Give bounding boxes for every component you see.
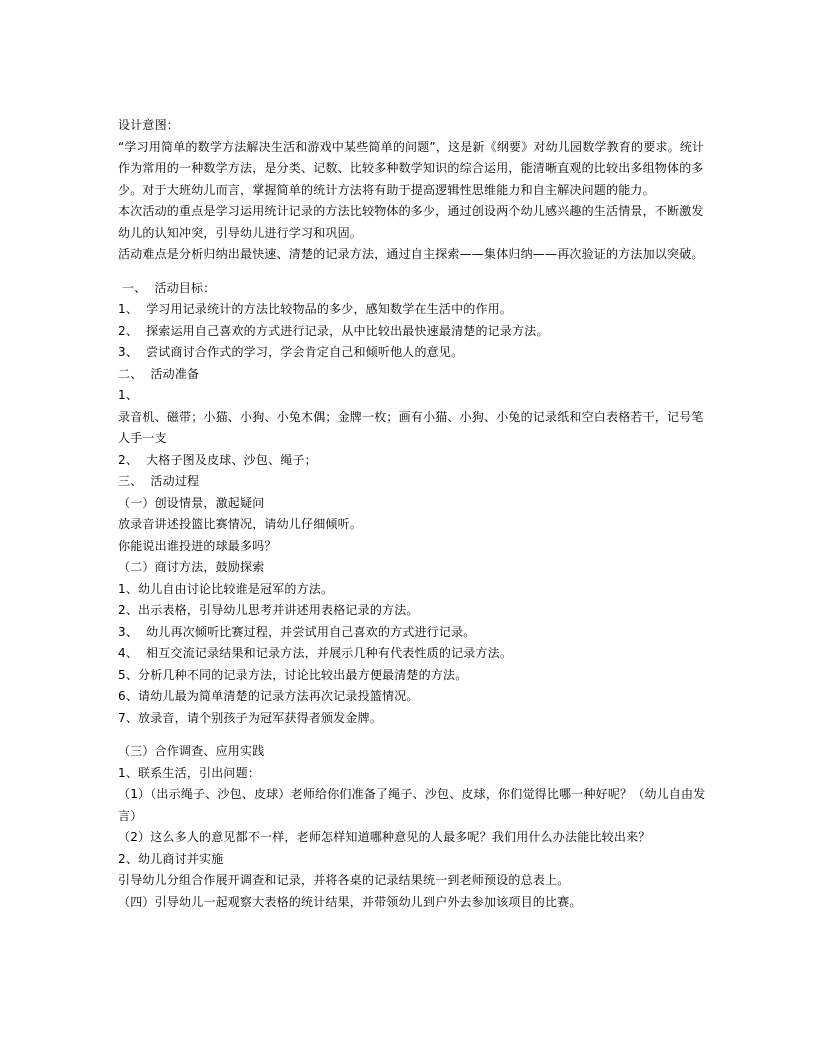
section-2-line: 7、放录音，请个别孩子为冠军获得者颁发金牌。 [118, 710, 383, 725]
section-2-line: 4、 相互交流记录结果和记录方法，并展示几种有代表性质的记录方法。 [118, 646, 513, 660]
design-intent-heading: 设计意图： [118, 118, 180, 132]
section-3-line: （2）这么多人的意见都不一样，老师怎样知道哪种意见的人最多呢？我们用什么办法能比较出来？ [118, 830, 651, 844]
section-2-line: 1、幼儿自由讨论比较谁是冠军的方法。 [118, 581, 334, 596]
section-2-heading: （二）商讨方法，鼓励探索 [118, 560, 265, 574]
section-2-line: 6、请幼儿最为简单清楚的记录方法再次记录投篮情况。 [118, 689, 419, 703]
goal-item: 1、 学习用记录统计的方法比较物品的多少，感知数学在生活中的作用。 [118, 302, 513, 316]
design-intent-paragraph-1: “学习用简单的数学方法解决生活和游戏中某些简单的问题”，这是新《纲要》对幼儿园数学教育的要求。统计作为常用的一种数学方法，是分类、记数、比较多种数学知识的综合运用，能清晰直观的比较出多组物体的多少。对于大班幼儿而言，掌握简单的统计方法将有助于提高逻辑性思维能力和自主解决问题的能力。 [118, 139, 705, 197]
section-3-heading: （三）合作调查、应用实践 [118, 744, 265, 758]
goal-item: 2、 探索运用自己喜欢的方式进行记录，从中比较出最快速最清楚的记录方法。 [118, 323, 549, 338]
goal-item: 3、 尝试商讨合作式的学习，学会肯定自己和倾听他人的意见。 [118, 345, 464, 359]
section-2-line: 2、出示表格，引导幼儿思考并讲述用表格记录的方法。 [118, 603, 419, 617]
section-3-line: （1）（出示绳子、沙包、皮球）老师给你们准备了绳子、沙包、皮球，你们觉得比哪一种好呢？（幼儿自由发言） [118, 787, 706, 823]
section-2-line: 3、 幼儿再次倾听比赛过程，并尝试用自己喜欢的方式进行记录。 [118, 624, 476, 639]
section-3-line: 1、联系生活，引出问题： [118, 765, 261, 780]
section-2-line: 5、分析几种不同的记录方法，讨论比较出最方便最清楚的方法。 [118, 667, 468, 682]
section-1-line: 放录音讲述投篮比赛情况，请幼儿仔细倾听。 [118, 517, 363, 531]
goals-heading: 一、 活动目标： [118, 280, 216, 295]
section-3-line: 引导幼儿分组合作展开调查和记录，并将各桌的记录结果统一到老师预设的总表上。 [118, 873, 570, 887]
section-1-line: 你能说出谁投进的球最多吗？ [118, 538, 277, 553]
section-1-heading: （一）创设情景，激起疑问 [118, 495, 265, 510]
prep-item-1-text: 录音机、磁带；小猫、小狗、小兔木偶；金牌一枚；画有小猫、小狗、小兔的记录纸和空白表格若干，记号笔人手一支 [118, 409, 704, 445]
prep-heading: 二、 活动准备 [118, 366, 200, 381]
section-4-heading: （四）引导幼儿一起观察大表格的统计结果，并带领幼儿到户外去参加该项目的比赛。 [118, 894, 582, 909]
spacer [118, 729, 710, 741]
prep-item-1-number: 1、 [118, 388, 139, 402]
spacer [118, 266, 710, 278]
design-intent-paragraph-3: 活动难点是分析归纳出最快速、清楚的记录方法，通过自主探索——集体归纳——再次验证的方法加以突破。 [118, 247, 704, 261]
process-heading: 三、 活动过程 [118, 474, 200, 488]
section-3-line: 2、幼儿商讨并实施 [118, 851, 224, 866]
document-body [118, 115, 710, 913]
design-intent-paragraph-2: 本次活动的重点是学习运用统计记录的方法比较物体的多少，通过创设两个幼儿感兴趣的生活情景，不断激发幼儿的认知冲突，引导幼儿进行学习和巩固。 [118, 204, 704, 240]
prep-item-2: 2、 大格子图及皮球、沙包、绳子； [118, 452, 317, 467]
